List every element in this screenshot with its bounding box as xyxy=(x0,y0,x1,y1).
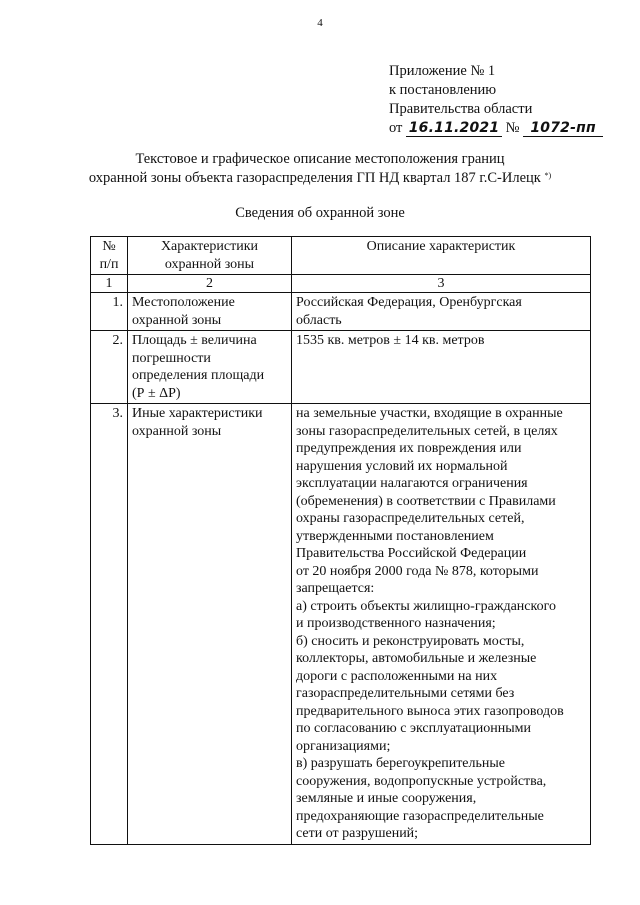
row-number: 3. xyxy=(91,404,128,845)
column-number: 2 xyxy=(128,275,292,293)
text-line: охранной зоны xyxy=(132,312,222,328)
text-line: область xyxy=(296,312,342,328)
text-line: б) сносить и реконструировать мосты, xyxy=(296,633,525,649)
row-characteristic xyxy=(128,404,292,845)
text-line: а) строить объекты жилищно-гражданского xyxy=(296,598,556,614)
text-line: эксплуатации налагаются ограничения xyxy=(296,476,528,491)
table-row xyxy=(91,331,591,404)
text-line: организациями; xyxy=(296,738,391,754)
header-characteristics-line: Характеристики xyxy=(160,239,259,254)
row-characteristic xyxy=(128,293,292,331)
handwritten-date: 16.11.2021 xyxy=(406,121,502,137)
page-number: 4 xyxy=(317,17,323,29)
text-line: дороги с расположенными на них xyxy=(296,668,498,684)
footnote-mark: *) xyxy=(544,171,552,180)
header-number-line: п/п xyxy=(99,256,119,272)
text-line: 1535 кв. метров ± 14 кв. метров xyxy=(296,333,485,348)
text-line: сети от разрушений; xyxy=(296,826,419,841)
title-line-1: Текстовое и графическое описание местоположения границ xyxy=(135,151,505,167)
header-characteristics xyxy=(128,237,292,275)
text-line: охранной зоны xyxy=(132,423,222,439)
column-number: 1 xyxy=(91,275,128,293)
text-line: газораспределительными сетями без xyxy=(296,686,515,701)
text-line: (обременения) в соответствии с Правилами xyxy=(296,493,556,509)
header-number-line: № xyxy=(102,239,116,254)
text-line: Правительства Российской Федерации xyxy=(296,546,527,561)
text-line: погрешности xyxy=(132,350,211,366)
row-number: 2. xyxy=(91,331,128,404)
appendix-line-government: Правительства области xyxy=(389,101,533,117)
row-number: 1. xyxy=(91,293,128,331)
text-line: коллекторы, автомобильные и железные xyxy=(296,651,537,666)
table-header-row xyxy=(91,237,591,275)
text-line: нарушения условий их нормальной xyxy=(296,458,508,474)
text-line: Площадь ± величина xyxy=(132,333,257,348)
number-label: № xyxy=(505,120,520,136)
text-line: в) разрушать берегоукрепительные xyxy=(296,756,506,771)
text-line: Местоположение xyxy=(132,295,235,310)
from-label: от xyxy=(389,120,403,136)
text-line: от 20 ноября 2000 года № 878, которыми xyxy=(296,563,539,579)
text-line: и производственного назначения; xyxy=(296,616,496,631)
text-line: зоны газораспределительных сетей, в целях xyxy=(296,423,558,439)
text-line: сооружения, водопропускные устройства, xyxy=(296,773,547,789)
handwritten-number: 1072-пп xyxy=(523,121,603,137)
column-number-row xyxy=(91,275,591,293)
row-description xyxy=(292,293,591,331)
protection-zone-table xyxy=(90,236,591,845)
text-line: предупреждения их повреждения или xyxy=(296,441,522,456)
text-line: определения площади xyxy=(132,368,265,383)
title-line-2 xyxy=(0,169,640,188)
row-characteristic xyxy=(128,331,292,404)
table-row xyxy=(91,293,591,331)
text-line: (Р ± ΔР) xyxy=(132,385,181,401)
text-line: по согласованию с эксплуатационными xyxy=(296,721,531,736)
text-line: запрещается: xyxy=(296,581,375,596)
text-line: предохраняющие газораспределительные xyxy=(296,808,544,824)
row-description xyxy=(292,331,591,404)
text-line: охраны газораспределительных сетей, xyxy=(296,511,525,526)
appendix-date-number-line xyxy=(389,119,603,138)
header-characteristics-line: охранной зоны xyxy=(164,256,255,272)
appendix-block xyxy=(389,62,603,138)
row-description xyxy=(292,404,591,845)
column-number: 3 xyxy=(292,275,591,293)
text-line: земляные и иные сооружения, xyxy=(296,791,477,806)
header-number xyxy=(91,237,128,275)
text-line: утвержденными постановлением xyxy=(296,528,494,544)
text-line: на земельные участки, входящие в охранные xyxy=(296,406,563,421)
header-description: Описание характеристик xyxy=(292,237,591,275)
title-line-2-text: охранной зоны объекта газораспределения ГП НД квартал 187 г.С-Илецк xyxy=(88,170,541,186)
section-subtitle: Сведения об охранной зоне xyxy=(235,205,405,221)
appendix-line-resolution: к постановлению xyxy=(389,82,497,98)
table-row xyxy=(91,404,591,845)
document-title xyxy=(0,150,640,188)
text-line: предварительного выноса этих газопроводов xyxy=(296,703,564,719)
text-line: Иные характеристики xyxy=(132,406,263,421)
text-line: Российская Федерация, Оренбургская xyxy=(296,295,522,310)
appendix-title: Приложение № 1 xyxy=(389,63,496,79)
